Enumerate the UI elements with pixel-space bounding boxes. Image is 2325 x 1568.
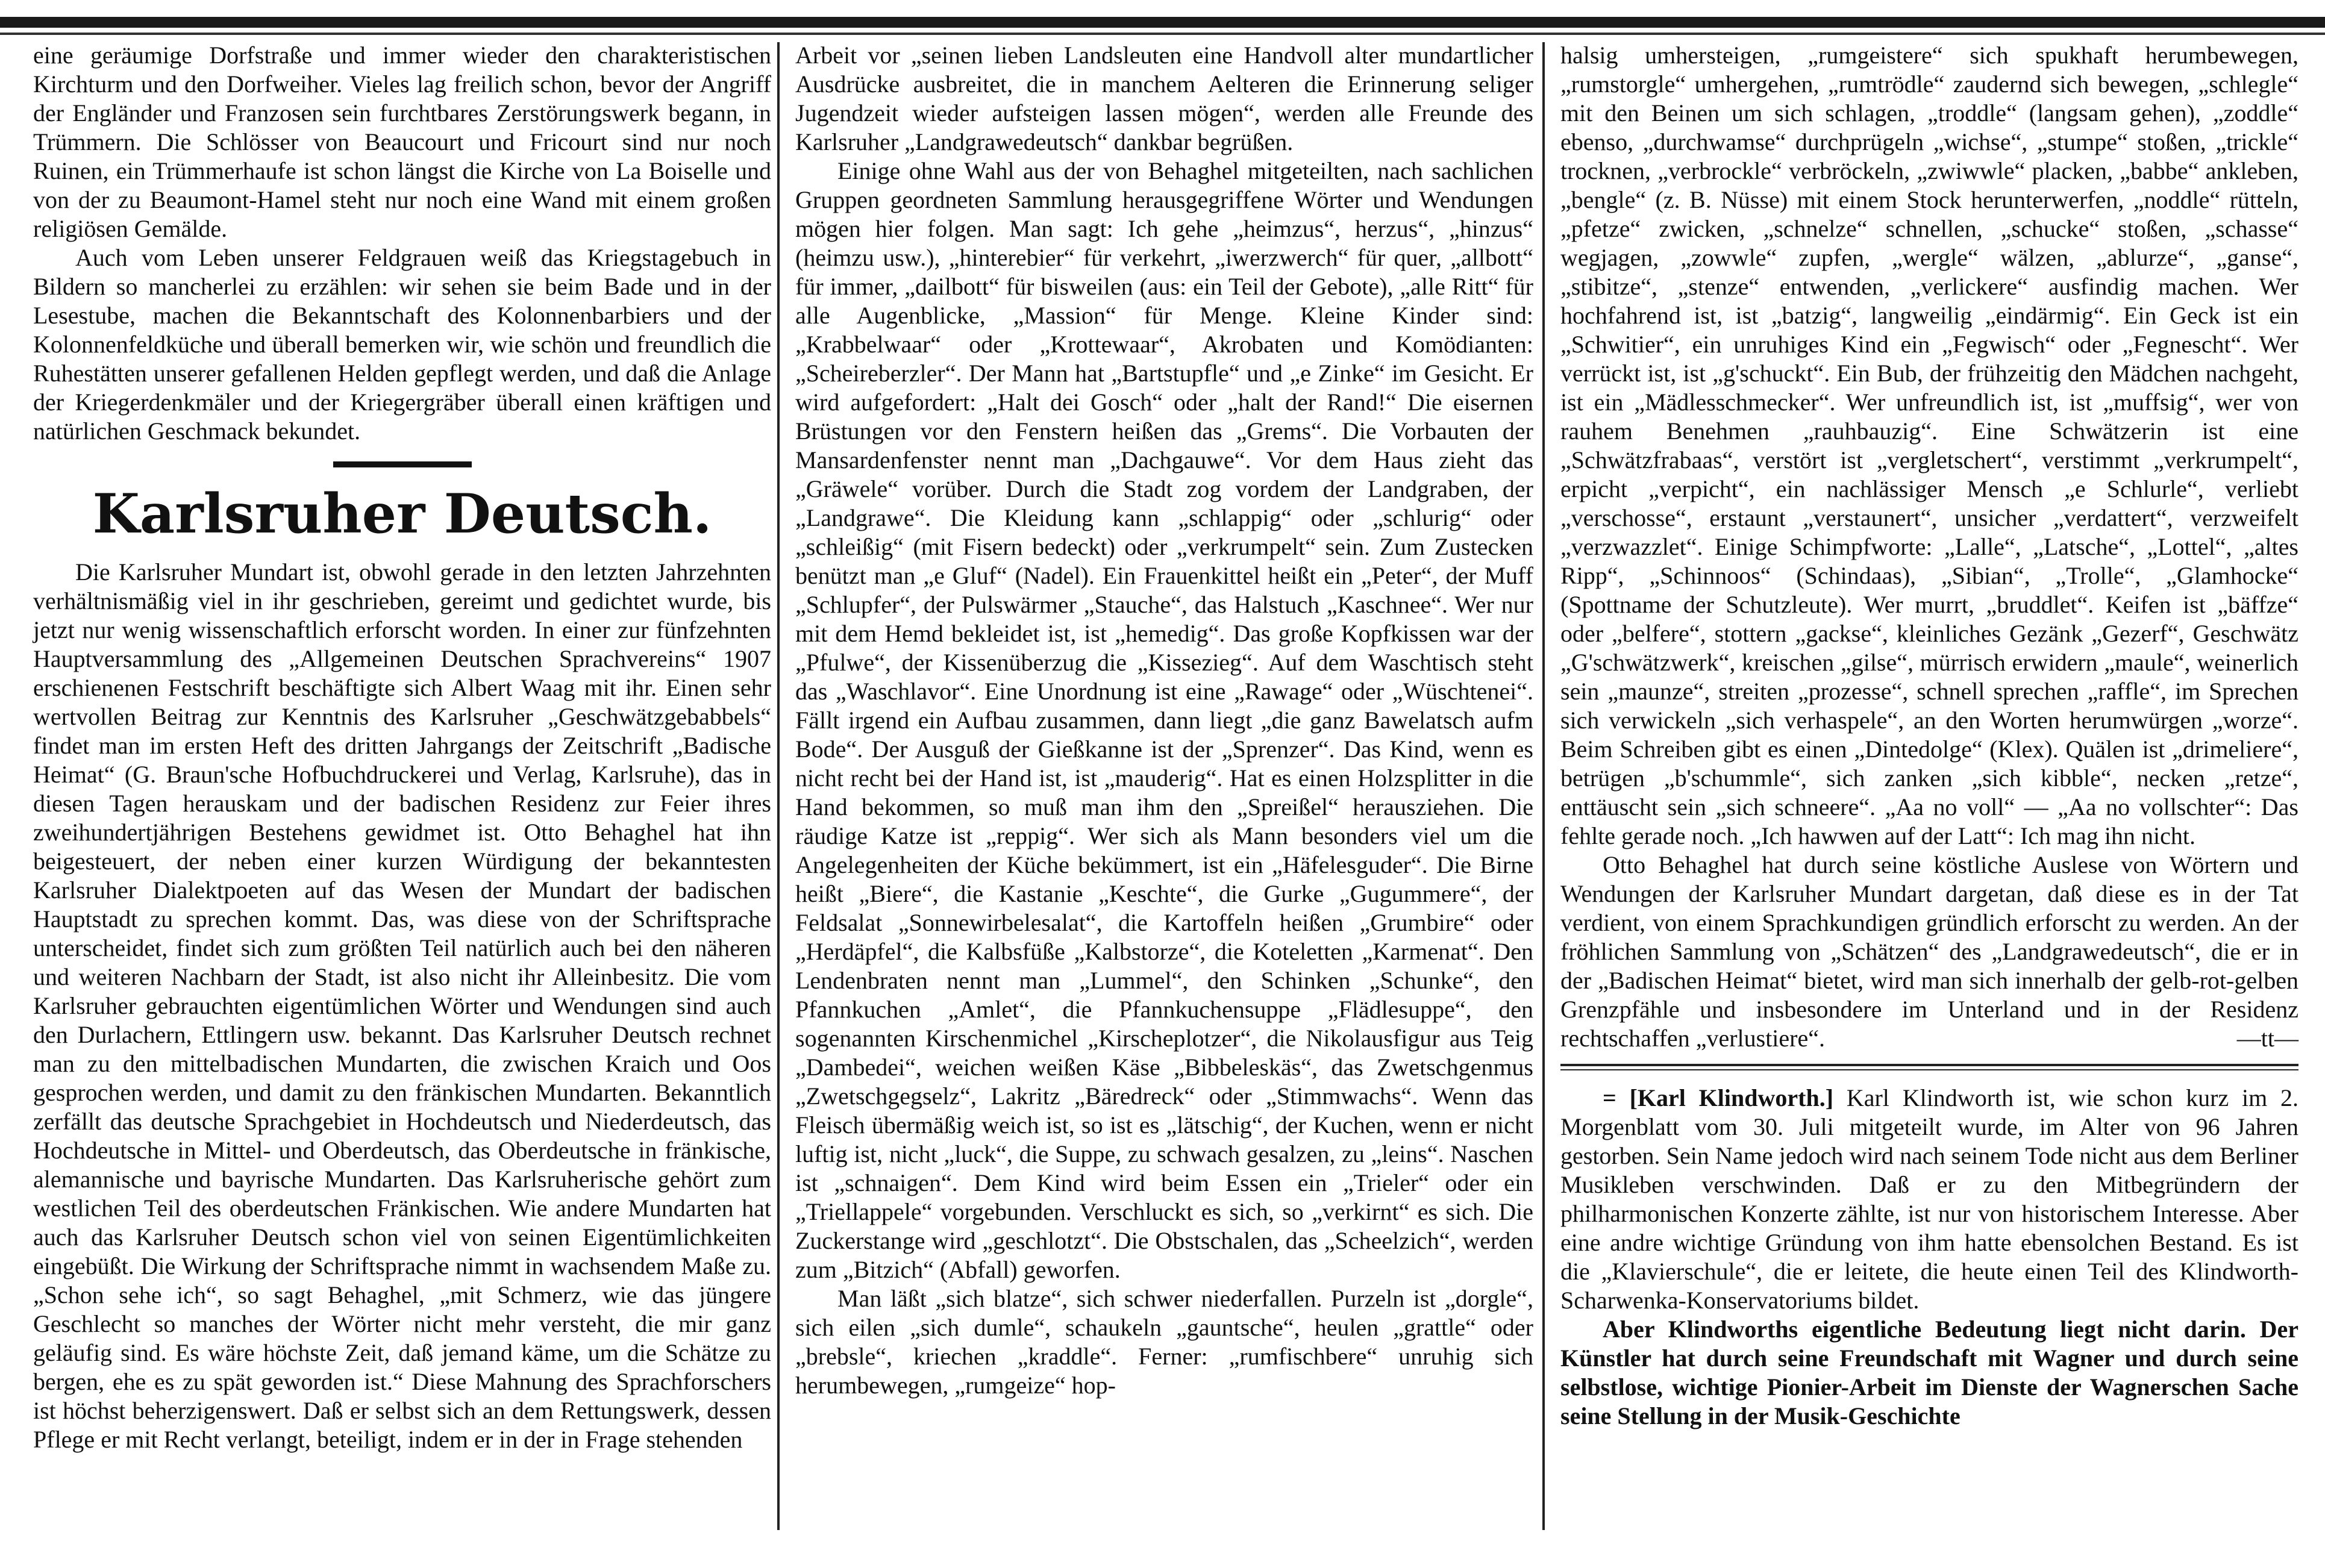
section-divider (1560, 1064, 2298, 1066)
paragraph-text: Karl Klindworth ist, wie schon kurz im 2. Morgenblatt vom 30. Juli mitgeteilt wurde, im Alter von 96 Jahren gestorben. Sein Name jedoch wird nach seinem Tode nicht aus dem Berliner Musikleben verschwinden. Daß er zu den Mitbegründern der philharmonischen Konzerte zählte, ist nur von historischem Interesse. Aber eine andre wichtige Gründung von ihm hatte ebensolchen Bestand. Es ist die „Klavierschule“, die er leitete, die heute einen Teil des Klindworth-Scharwenka-Konservatoriums bildet. (1560, 1084, 2299, 1314)
paragraph: Aber Klindworths eigentliche Bedeutung liegt nicht darin. Der Künstler hat durch seine Freundschaft mit Wagner und durch seine selbstlose, wichtige Pionier-Arbeit im Dienste der Wagnerschen Sache seine Stellung in der Musik-Geschichte (1560, 1316, 2298, 1429)
article-title: Karlsruher Deutsch. (92, 482, 712, 546)
column-rule-1 (777, 42, 780, 1530)
paragraph (1560, 1084, 2298, 1315)
paragraph: Auch vom Leben unserer Feldgrauen weiß das Kriegstagebuch in Bildern so mancherlei zu erzählen: wir sehen sie beim Bade und in der Lesestube, machen die Bekanntschaft des Kolonnenbarbiers und der Kolonnenfeldküche und überall bemerken wir, wie schön und freundlich die Ruhestätten unserer gefallenen Helden gepflegt werden, und daß die Anlage der Kriegerdenkmäler und der Kriegergräber überall einen kräftigen und natürlichen Geschmack bekundet. (33, 244, 771, 445)
paragraph: Die Karlsruher Mundart ist, obwohl gerade in den letzten Jahrzehnten verhältnismäßig viel in ihr geschrieben, gereimt und gedichtet wurde, bis jetzt nur wenig wissenschaftlich erforscht worden. In einer zur fünfzehnten Hauptversammlung des „Allgemeinen Deutschen Sprachvereins“ 1907 erschienenen Festschrift beschäftigte sich Albert Waag mit ihr. Einen sehr wertvollen Beitrag zur Kenntnis des Karlsruher „Geschwätzgebabbels“ findet man im ersten Heft des dritten Jahrgangs der Zeitschrift „Badische Heimat“ (G. Braun'sche Hofbuchdruckerei und Verlag, Karlsruhe), das in diesen Tagen herauskam und der badischen Residenz zur Feier ihres zweihundertjährigen Bestehens gewidmet ist. Otto Behaghel hat ihn beigesteuert, der neben einer kurzen Würdigung der bekanntesten Karlsruher Dialektpoeten auf das Wesen der Mundart der badischen Hauptstadt zu sprechen kommt. Das, was diese von der Schriftsprache unterscheidet, findet sich zum größten Teil natürlich auch bei den näheren und weiteren Nachbarn der Stadt, ist also nicht ihr Alleinbesitz. Die vom Karlsruher gebrauchten eigentümlichen Wörter und Wendungen sind auch den Durlachern, Ettlingern usw. bekannt. Das Karlsruher Deutsch rechnet man zu den mittelbadischen Mundarten, die zwischen Kraich und Oos gesprochen werden, und damit zu den fränkischen Mundarten. Bekanntlich zerfällt das deutsche Sprachgebiet in Hochdeutsch und Niederdeutsch, das Hochdeutsche in Mittel- und Oberdeutsch, das Oberdeutsche in fränkische, alemannische und bayrische Mundarten. Das Karlsruherische gehört zum westlichen Teil des oberdeutschen Fränkischen. Wie andere Mundarten hat auch das Karlsruher Deutsch schon viel von seinen Eigentümlichkeiten eingebüßt. Die Wirkung der Schriftsprache nimmt in wachsendem Maße zu. „Schon sehe ich“, so sagt Behaghel, „mit Schmerz, wie das jüngere Geschlecht so manches der Wörter nicht mehr versteht, die mir ganz geläufig sind. Es wäre höchste Zeit, daß jemand käme, um die Schätze zu bergen, ehe es zu spät geworden ist.“ Diese Mahnung des Sprachforschers ist höchst beherzigenswert. Daß er selbst sich an dem Rettungswerk, dessen Pflege er mit Recht verlangt, beteiligt, indem er in der in Frage stehenden (33, 558, 771, 1453)
paragraph-text: Otto Behaghel hat durch seine köstliche Auslese von Wörtern und Wendungen der Karlsruher Mundart dargetan, daß diese es in der Tat verdient, von einem Sprachkundigen gründlich erforscht zu werden. An der fröhlichen Sammlung von „Schätzen“ des „Landgrawedeutsch“, die er in der „Badischen Heimat“ bietet, wird man sich innerhalb der gelb-rot-gelben Grenzpfähle und insbesondere im Unterland und in der Residenz rechtschaffen „verlustiere“. (1560, 851, 2298, 1052)
paragraph: eine geräumige Dorfstraße und immer wieder den charakteristischen Kirchturm und den Dorfweiher. Vieles lag freilich schon, bevor der Angriff der Engländer und Franzosen sein furchtbares Zerstörungswerk begann, in Trümmern. Die Schlösser von Beaucourt und Fricourt sind nur noch Ruinen, ein Trümmerhaufe ist schon längst die Kirche von La Boiselle und von der zu Beaumont-Hamel steht nur noch eine Wand mit einem großen religiösen Gemälde. (33, 42, 771, 242)
paragraph (1560, 851, 2298, 1053)
section-divider-thin (1560, 1069, 2298, 1070)
paragraph: Einige ohne Wahl aus der von Behaghel mitgeteilten, nach sachlichen Gruppen geordneten Sammlung herausgegriffene Wörter und Wendungen mögen hier folgen. Man sagt: Ich gehe „heimzus“, herzus“, „hinzus“ (heimzu usw.), „hinterebier“ für verkehrt, „iwerzwerch“ für quer, „allbott“ für immer, „dailbott“ für bisweilen (aus: ein Teil der Gebote), „alle Ritt“ für alle Augenblicke, „Massion“ für Menge. Kleine Kinder sind: „Krabbelwaar“ oder „Krottewaar“, Akrobaten und Komödianten: „Scheireberzler“. Der Mann hat „Bartstupfle“ und „e Zinke“ im Gesicht. Er wird aufgefordert: „Halt dei Gosch“ oder „halt der Rand!“ Die eisernen Brüstungen vor den Fenstern heißen das „Grems“. Die Vorbauten der Mansardenfenster nennt man „Dachgauwe“. Vor dem Haus zieht das „Gräwele“ vorüber. Durch die Stadt zog vordem der Landgraben, der „Landgrawe“. Die Kleidung kann „schlappig“ oder „schlurig“ oder „schleißig“ (mit Fisern bedeckt) oder „verkrumpelt“ sein. Zum Zustecken benützt man „e Gluf“ (Nadel). Ein Frauenkittel heißt ein „Peter“, der Muff „Schlupfer“, der Pulswärmer „Stauche“, das Halstuch „Kaschnee“. Wer nur mit dem Hemd bekleidet ist, ist „hemedig“. Das große Kopfkissen war der „Pfulwe“, der Kissenüberzug die „Kissezieg“. Auf dem Waschtisch steht das „Waschlavor“. Eine Unordnung ist eine „Rawage“ oder „Wüschtenei“. Fällt irgend ein Aufbau zusammen, dann liegt „die ganz Bawelatsch aufm Bode“. Der Ausguß der Gießkanne ist der „Sprenzer“. Das Kind, wenn es nicht recht bei der Hand ist, ist „mauderig“. Hat es einen Holzsplitter in die Hand bekommen, so muß man ihm den „Spreißel“ herausziehen. Die räudige Katze ist „reppig“. Wer sich als Mann besonders viel um die Angelegenheiten der Küche bekümmert, ist ein „Häfelesguder“. Die Birne heißt „Biere“, die Kastanie „Keschte“, die Gurke „Gugummere“, der Feldsalat „Sonnewirbelesalat“, die Kartoffeln heißen „Grumbire“ oder „Herdäpfel“, die Kalbsfüße „Kalbstorze“, die Koteletten „Karmenat“. Den Lendenbraten nennt man „Lummel“, den Schinken „Schunke“, den Pfannkuchen „Amlet“, die Pfannkuchensuppe „Flädlesuppe“, den sogenannten Kirschenmichel „Kirscheplotzer“, die Nikolausfigur aus Teig „Dambedei“, weichen weißen Käse „Bibbeleskäs“, das Zwetschgenmus „Zwetschgegselz“, Lakritz „Bäredreck“ oder „Stimmwachs“. Wenn das Fleisch übermäßig weich ist, so ist es „lätschig“, der Kuchen, wenn er nicht luftig ist, nicht „luck“, die Suppe, zu schwach gesalzen, zu „leins“. Naschen ist „schnaigen“. Dem Kind wird beim Essen ein „Trieler“ oder ein „Triellappele“ vorgebunden. Verschluckt es sich, so „verkirnt“ es sich. Die Zuckerstange wird „geschlotzt“. Die Obstschalen, das „Scheelzich“, werden zum „Bitzich“ (Abfall) geworfen. (795, 157, 1533, 1283)
signature: —tt— (2236, 1025, 2298, 1052)
column-1 (33, 41, 771, 1454)
paragraph: halsig umhersteigen, „rumgeistere“ sich spukhaft herumbewegen, „rumstorgle“ umhergehen, „rumtrödle“ zaudernd sich bewegen, „schlegle“ mit den Beinen um sich schlagen, „troddle“ (langsam gehen), „zoddle“ ebenso, „durchwamse“ durchprügeln „wichse“, „stumpe“ stoßen, „trickle“ trocknen, „verbrockle“ verbröckeln, „zwiwwle“ placken, „babbe“ ankleben, „bengle“ (z. B. Nüsse) mit einem Stock herunterwerfen, „noddle“ rütteln, „pfetze“ zwicken, „schnelze“ schnellen, „schucke“ stoßen, „schasse“ wegjagen, „zowwle“ zupfen, „wergle“ wälzen, „ablurze“, „ganse“, „stibitze“, „stenze“ entwenden, „verlickere“ ausfindig machen. Wer hochfahrend ist, ist „batzig“, langweilig „eindärmig“. Ein Geck ist ein „Schwitier“, ein unruhiges Kind ein „Fegwisch“ oder „Fegnescht“. Wer verrückt ist, ist „g'schuckt“. Ein Bub, der frühzeitig den Mädchen nachgeht, ist ein „Mädlesschmecker“. Wer unfreundlich ist, ist „muffsig“, wer von rauhem Benehmen „rauhbauzig“. Eine Schwätzerin ist eine „Schwätzfrabaas“, verstört ist „vergletschert“, verstimmt „verkrumpelt“, erpicht „verpicht“, ein nachlässiger Mensch „e Schlurle“, verliebt „verschosse“, erstaunt „verstaunert“, unsicher „verdattert“, verzweifelt „verzwazzlet“. Einige Schimpfworte: „Lalle“, „Latsche“, „Lottel“, „altes Ripp“, „Schinnoos“ (Schindaas), „Sibian“, „Trolle“, „Glamhocke“ (Spottname der Schutzleute). Wer murrt, „bruddlet“. Keifen ist „bäffze“ oder „belfere“, stottern „gackse“, kleinliches Gezänk „Gezerf“, Geschwätz „G'schwätzwerk“, kreischen „gilse“, mürrisch erwidern „maule“, weinerlich sein „maunze“, streiten „prozesse“, schnell sprechen „raffle“, im Sprechen sich verwickeln „sich verhaspele“, an den Worten herumwürgen „worze“. Beim Schreiben gibt es einen „Dintedolge“ (Klex). Quälen ist „drimeliere“, betrügen „b'schummle“, sich zanken „sich kibble“, necken „retze“, enttäuscht sein „sich schneere“. „Aa no voll“ — „Aa no vollschter“: Das fehlte gerade noch. „Ich hawwen auf der Latt“: Ich mag ihn nicht. (1560, 42, 2298, 849)
paragraph: Arbeit vor „seinen lieben Landsleuten eine Handvoll alter mundartlicher Ausdrücke ausbreitet, die in manchem Aelteren die Erinnerung seliger Jugendzeit wieder aufsteigen lassen mögen“, werden alle Freunde des Karlsruher „Landgrawedeutsch“ dankbar begrüßen. (795, 42, 1533, 155)
top-rule-thin (0, 33, 2325, 35)
column-2 (795, 41, 1533, 1400)
section-heading: = [Karl Klindworth.] (1603, 1084, 1834, 1111)
top-rule (0, 17, 2325, 28)
column-rule-2 (1542, 42, 1545, 1530)
title-rule (333, 461, 472, 467)
paragraph: Man läßt „sich blatze“, sich schwer niederfallen. Purzeln ist „dorgle“, sich eilen „sich dumle“, schaukeln „gauntsche“, heulen „grattle“ oder „brebsle“, kriechen „kraddle“. Ferner: „rumfischbere“ unruhig sich herumbewegen, „rumgeize“ hop- (795, 1285, 1533, 1399)
column-3 (1560, 41, 2298, 1431)
